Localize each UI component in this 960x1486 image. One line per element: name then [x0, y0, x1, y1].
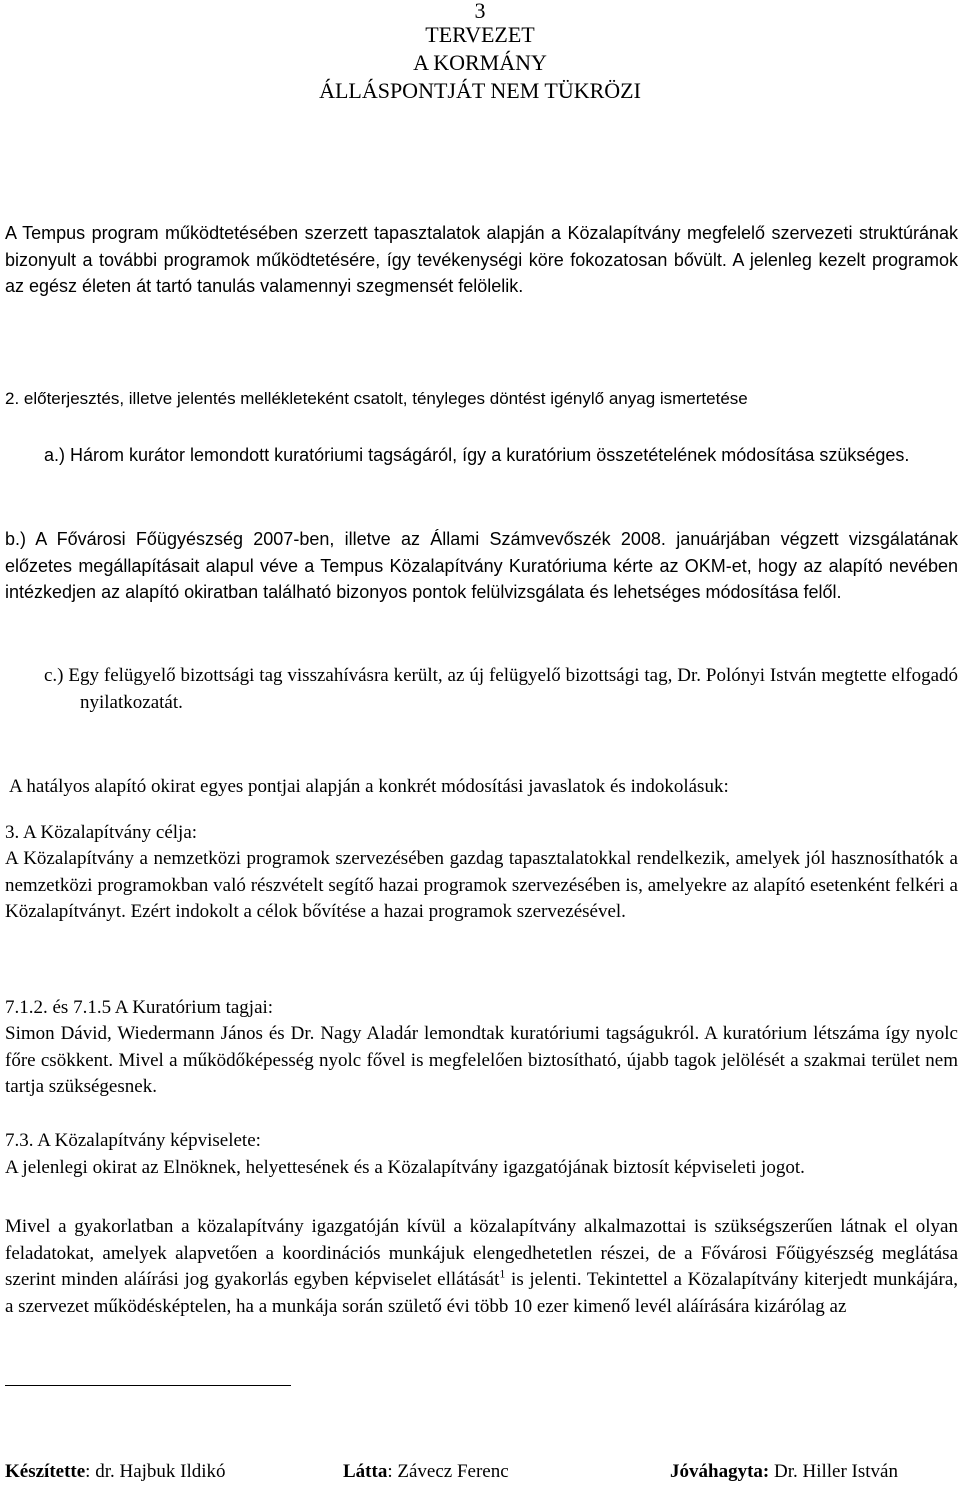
page-number: 3	[474, 0, 486, 23]
footer-approved-by	[670, 1460, 898, 1484]
body-2-part-2: is jelenti. Tekintettel a Közalapítvány kiterjedt munkájára, a szervezet működésképtelen, ha a munkája során születő évi több 10 ezer kimenő levél aláírására kizárólag az	[5, 1269, 958, 1317]
seen-value: : Závecz Ferenc	[387, 1461, 509, 1482]
section-73-body-1: A jelenlegi okirat az Elnöknek, helyettesének és a Közalapítvány igazgatójának biztosít képviseleti jogot.	[5, 1157, 805, 1178]
footnote-marker: 1	[499, 1266, 506, 1281]
approved-value: Dr. Hiller István	[769, 1461, 898, 1482]
footer-seen-by	[343, 1460, 509, 1484]
section-712-heading: 7.1.2. és 7.1.5 A Kuratórium tagjai:	[5, 997, 274, 1018]
item-b: b.) A Fővárosi Főügyészség 2007-ben, illetve az Állami Számvevőszék 2008. januárjában végzett vizsgálatának előzetes megállapításait alapul véve a Tempus Közalapítvány Kuratóriuma kérte az OKM-et, hogy az alapító nevében intézkedjen az alapító okiratban található bizonyos pontok felülvizsgálata és lehetséges módosítása felől.	[5, 529, 958, 602]
section-73-body-2	[5, 1214, 958, 1320]
item-c: c.) Egy felügyelő bizottsági tag visszahívásra került, az új felügyelő bizottsági tag, Dr. Polónyi István megtette elfogadó nyilatkozatát.	[44, 665, 958, 713]
section-2-heading: 2. előterjesztés, illetve jelentés mellékleteként csatolt, tényleges döntést igénylő anyag ismertetése	[5, 389, 748, 408]
seen-label: Látta	[343, 1461, 388, 1482]
body-2-part-1: Mivel a gyakorlatban a közalapítvány igazgatóján kívül a közalapítvány alkalmazottai is szükségszerűen látnak el olyan feladatokat, amelyek alapvetően a koordinációs munkájuk elengedhetetlen részei, de a Fővárosi Főügyészség meglátása szerint minden aláírási jog gyakorlás egyben képviselet ellátását	[5, 1216, 958, 1290]
section-3-body: A Közalapítvány a nemzetközi programok szervezésében gazdag tapasztalatokkal rendelkezik, amelyek jól hasznosíthatók a nemzetközi programokban való részvételt segítő hazai programok szervezésében is, amelyekre az alapító esetenként felkéri a Közalapítványt. Ezért indokolt a célok bővítése a hazai programok szervezésével.	[5, 848, 958, 922]
government-label: A KORMÁNY	[413, 50, 547, 75]
intro-paragraph: A Tempus program működtetésében szerzett tapasztalatok alapján a Közalapítvány megfelelő szervezeti struktúrának bizonyult a további programok működtetésére, így tevékenységi köre fokozatosan bővült. A jelenleg kezelt programok az egész életen át tartó tanulás valamennyi szegmensét felölelik.	[5, 223, 958, 296]
prepared-value: : dr. Hajbuk Ildikó	[85, 1461, 226, 1482]
item-a: a.) Három kurátor lemondott kuratóriumi tagságáról, így a kuratórium összetételének módosítása szükséges.	[44, 445, 910, 465]
footer-prepared-by	[5, 1460, 226, 1484]
section-73-heading: 7.3. A Közalapítvány képviselete:	[5, 1130, 261, 1151]
footnote-separator	[5, 1385, 291, 1386]
draft-label: TERVEZET	[425, 22, 535, 47]
prepared-label: Készítette	[5, 1461, 86, 1482]
disclaimer-label: ÁLLÁSPONTJÁT NEM TÜKRÖZI	[319, 78, 641, 103]
section-712-body: Simon Dávid, Wiedermann János és Dr. Nagy Aladár lemondtak kuratóriumi tagságukról. A kuratórium létszáma így nyolc főre csökkent. Mivel a működőképesség nyolc fővel is megfelelően biztosítható, újabb tagok jelölését a szakmai terület nem tartja szükségesnek.	[5, 1023, 958, 1097]
proposals-heading: A hatályos alapító okirat egyes pontjai alapján a konkrét módosítási javaslatok és indokolásuk:	[9, 776, 729, 797]
section-3-heading: 3. A Közalapítvány célja:	[5, 822, 198, 843]
approved-label: Jóváhagyta:	[670, 1461, 770, 1482]
